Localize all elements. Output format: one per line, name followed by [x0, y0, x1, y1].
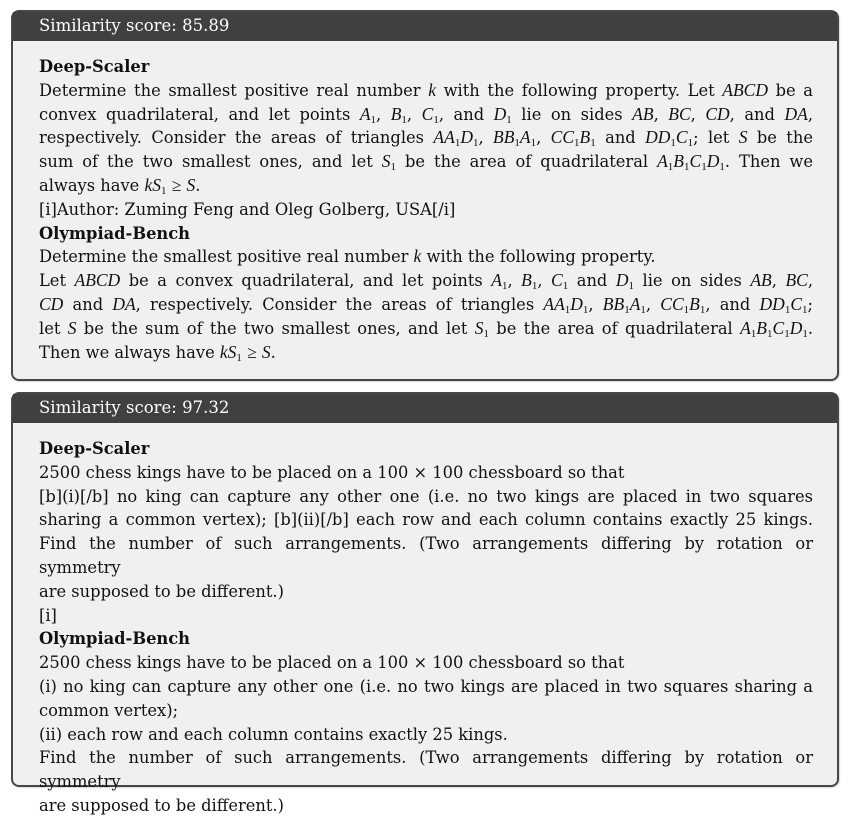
- similarity-score-header: Similarity score: 97.32: [13, 394, 837, 423]
- olympiad-bench-section: [39, 222, 813, 365]
- text-line: Then we always have $kS_1 \ge S$.: [39, 341, 276, 364]
- text-line: Determine the smallest positive real number k with the following property. Let ABCD be a: [39, 79, 813, 100]
- text-line: Let ABCD be a convex quadrilateral, and let points $A_1$, $B_1$, $C_1$ and $D_1$ lie on sides AB, BC,: [39, 270, 813, 293]
- text-line: [b](i)[/b] no king can capture any other one (i.e. no two kings are placed in two squares: [39, 486, 813, 506]
- text-line: sharing a common vertex); [b](ii)[/b] each row and each column contains exactly 25 kings.: [39, 510, 813, 530]
- text-line: always have $kS_1 \ge S$.: [39, 174, 201, 197]
- section-title: Deep-Scaler: [39, 439, 150, 458]
- text-line: 2500 chess kings have to be placed on a 100 × 100 chessboard so that: [39, 653, 625, 673]
- similarity-card-1: [11, 10, 839, 381]
- text-line: Find the number of such arrangements. (Two arrangements differing by rotation or symmetry: [39, 748, 813, 792]
- text-line: [i]: [39, 605, 57, 625]
- text-line: let S be the sum of the two smallest ones, and let $S_1$ be the area of quadrilateral $A_1B_1C_1D_1$.: [39, 317, 814, 340]
- deep-scaler-section: [39, 437, 813, 627]
- text-line: are supposed to be different.): [39, 795, 284, 815]
- card-body: [13, 41, 837, 364]
- text-line: Determine the smallest positive real number k with the following property.: [39, 246, 656, 267]
- olympiad-bench-section: [39, 627, 813, 817]
- card-body: [13, 423, 837, 818]
- section-title: Olympiad-Bench: [39, 629, 191, 649]
- deep-scaler-section: [39, 55, 813, 222]
- text-line: (ii) each row and each column contains exactly 25 kings.: [39, 724, 508, 744]
- text-line: CD and DA, respectively. Consider the areas of triangles $AA_1D_1$, $BB_1A_1$, $CC_1B_1$, and $DD_1C_1$;: [39, 293, 814, 316]
- similarity-score-header: Similarity score: 85.89: [13, 12, 837, 41]
- text-line: convex quadrilateral, and let points $A_1$, $B_1$, $C_1$, and $D_1$ lie on sides AB, BC, CD, and DA,: [39, 103, 813, 126]
- text-line: [i]Author: Zuming Feng and Oleg Golberg, USA[/i]: [39, 199, 456, 219]
- text-line: sum of the two smallest ones, and let $S_1$ be the area of quadrilateral $A_1B_1C_1D_1$. Then we: [39, 151, 813, 174]
- text-line: 2500 chess kings have to be placed on a 100 × 100 chessboard so that: [39, 462, 625, 482]
- similarity-card-2: [11, 392, 839, 815]
- text-line: are supposed to be different.): [39, 581, 284, 601]
- text-line: common vertex);: [39, 700, 179, 720]
- section-title: Olympiad-Bench: [39, 223, 191, 243]
- text-line: respectively. Consider the areas of triangles $AA_1D_1$, $BB_1A_1$, $CC_1B_1$ and $DD_1C_1$; let S be the: [39, 127, 813, 150]
- text-line: Find the number of such arrangements. (Two arrangements differing by rotation or symmetry: [39, 534, 813, 577]
- section-title: Deep-Scaler: [39, 57, 150, 76]
- text-line: (i) no king can capture any other one (i.e. no two kings are placed in two squares sharing a: [39, 676, 813, 696]
